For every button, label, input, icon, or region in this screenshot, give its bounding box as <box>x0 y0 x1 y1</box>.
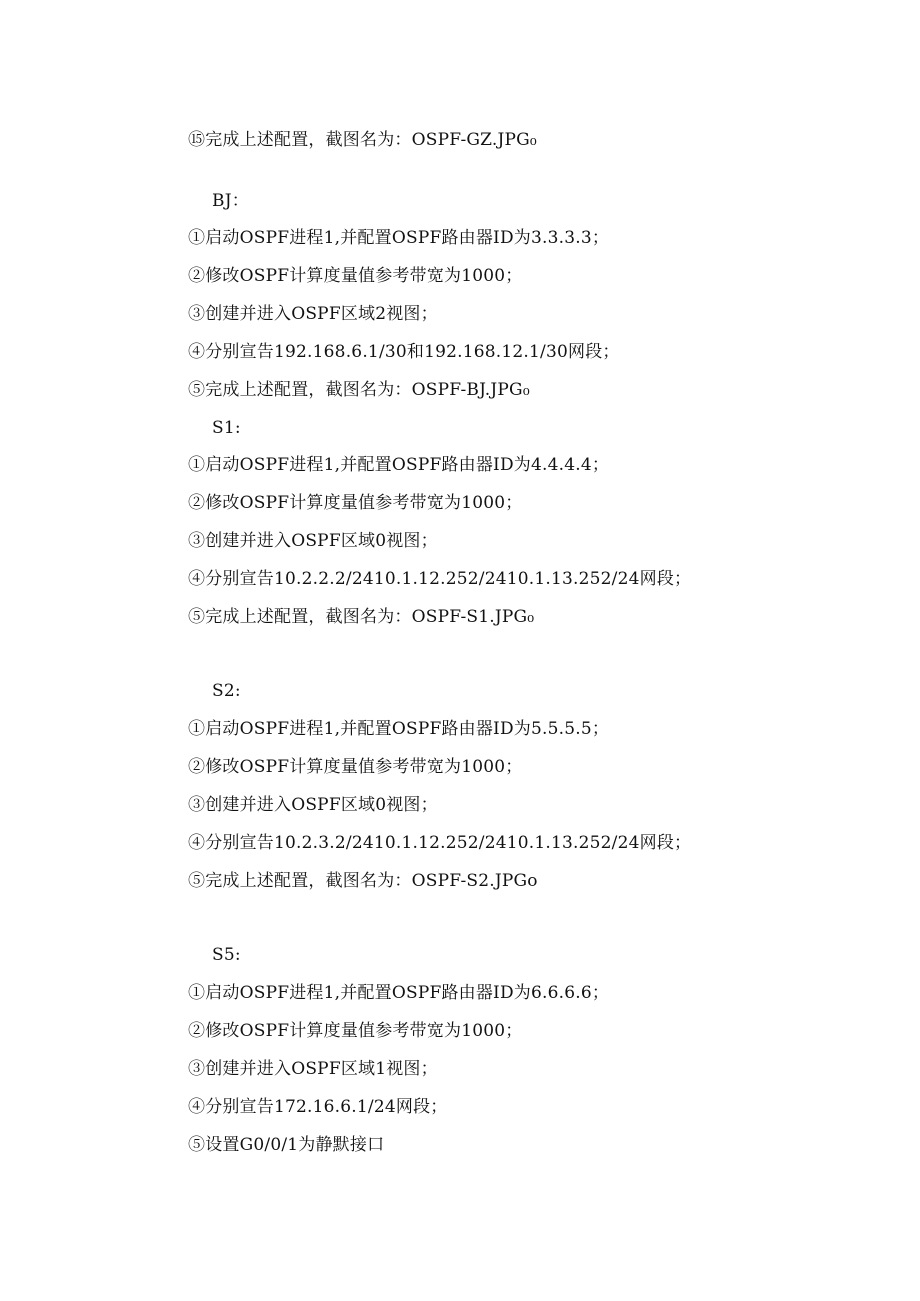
section-heading-bj: BJ： <box>212 191 249 211</box>
s2-step-5: ⑤完成上述配置，截图名为：OSPF-S2.JPGo <box>188 871 538 891</box>
gz-step-15: ⑮完成上述配置，截图名为：OSPF-GZ.JPG₀ <box>188 130 537 150</box>
s1-step-1: ①启动OSPF进程1,并配置OSPF路由器ID为4.4.4.4； <box>188 455 610 475</box>
s1-step-5: ⑤完成上述配置，截图名为：OSPF-S1.JPG₀ <box>188 607 535 627</box>
bj-step-5: ⑤完成上述配置，截图名为：OSPF-BJ.JPG₀ <box>188 380 530 400</box>
s2-step-1: ①启动OSPF进程1,并配置OSPF路由器ID为5.5.5.5； <box>188 719 610 739</box>
s1-step-3: ③创建并进入OSPF区域0视图； <box>188 531 438 551</box>
s5-step-1: ①启动OSPF进程1,并配置OSPF路由器ID为6.6.6.6； <box>188 983 610 1003</box>
s1-step-2: ②修改OSPF计算度量值参考带宽为1000； <box>188 493 523 513</box>
s2-step-3: ③创建并进入OSPF区域0视图； <box>188 795 438 815</box>
bj-step-2: ②修改OSPF计算度量值参考带宽为1000； <box>188 266 523 286</box>
s2-step-2: ②修改OSPF计算度量值参考带宽为1000； <box>188 757 523 777</box>
s5-step-5: ⑤设置G0/0/1为静默接口 <box>188 1135 385 1155</box>
bj-step-3: ③创建并进入OSPF区域2视图； <box>188 304 438 324</box>
bj-step-4: ④分别宣告192.168.6.1/30和192.168.12.1/30网段； <box>188 342 620 362</box>
s2-step-4: ④分别宣告10.2.3.2/2410.1.12.252/2410.1.13.252/24网段； <box>188 833 692 853</box>
s5-step-4: ④分别宣告172.16.6.1/24网段； <box>188 1097 448 1117</box>
section-heading-s2: S2: <box>212 681 241 701</box>
section-heading-s5: S5: <box>212 945 241 965</box>
bj-step-1: ①启动OSPF进程1,并配置OSPF路由器ID为3.3.3.3； <box>188 228 610 248</box>
s5-step-2: ②修改OSPF计算度量值参考带宽为1000； <box>188 1021 523 1041</box>
s5-step-3: ③创建并进入OSPF区域1视图； <box>188 1059 438 1079</box>
s1-step-4: ④分别宣告10.2.2.2/2410.1.12.252/2410.1.13.252/24网段； <box>188 569 692 589</box>
section-heading-s1: S1: <box>212 418 241 438</box>
